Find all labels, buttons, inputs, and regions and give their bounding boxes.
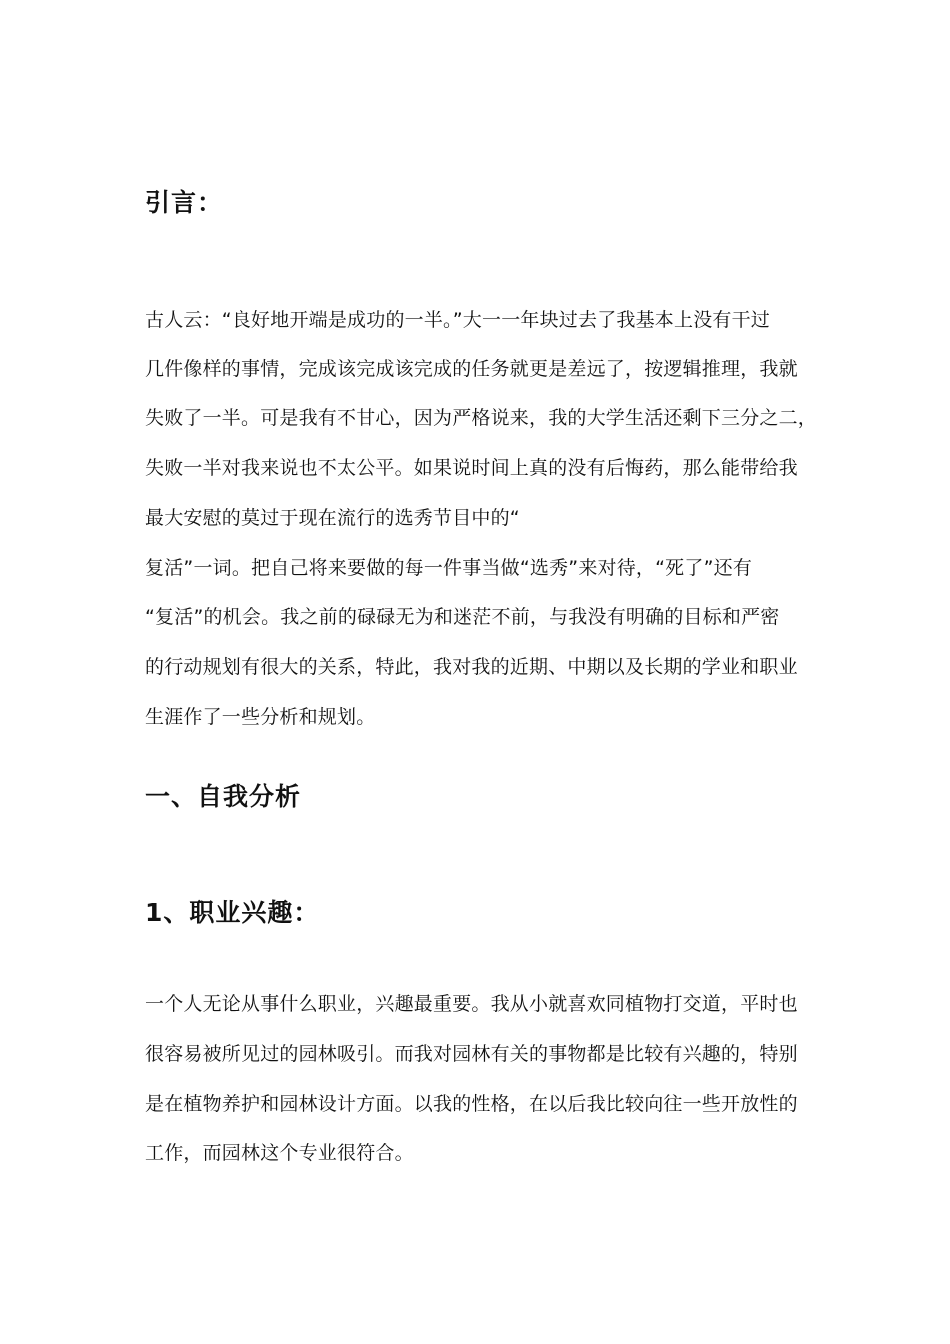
subsection-heading-career-interest: 1、职业兴趣： (145, 898, 320, 927)
section-heading-self-analysis: 一、自我分析 (145, 782, 302, 811)
intro-line: 复活”一词。把自己将来要做的每一件事当做“选秀”来对待，“死了”还有 (145, 557, 753, 579)
intro-line: 几件像样的事情，完成该完成该完成的任务就更是差远了，按逻辑推理，我就 (145, 358, 798, 380)
intro-line: 失败一半对我来说也不太公平。如果说时间上真的没有后悔药，那么能带给我 (145, 457, 798, 479)
intro-line: 最大安慰的莫过于现在流行的选秀节目中的“ (145, 507, 520, 529)
intro-line: 生涯作了一些分析和规划。 (145, 706, 376, 728)
career-interest-line: 很容易被所见过的园林吸引。而我对园林有关的事物都是比较有兴趣的，特别 (145, 1043, 798, 1065)
intro-line: “复活”的机会。我之前的碌碌无为和迷茫不前，与我没有明确的目标和严密 (145, 606, 780, 628)
intro-line: 的行动规划有很大的关系，特此，我对我的近期、中期以及长期的学业和职业 (145, 656, 798, 678)
intro-heading: 引言： (145, 188, 224, 217)
career-interest-line: 一个人无论从事什么职业，兴趣最重要。我从小就喜欢同植物打交道，平时也 (145, 993, 798, 1015)
career-interest-line: 是在植物养护和园林设计方面。以我的性格，在以后我比较向往一些开放性的 (145, 1093, 798, 1115)
intro-line: 失败了一半。可是我有不甘心，因为严格说来，我的大学生活还剩下三分之二， (145, 407, 818, 429)
intro-line: 古人云：“良好地开端是成功的一半。”大一一年块过去了我基本上没有干过 (145, 309, 770, 331)
career-interest-line: 工作，而园林这个专业很符合。 (145, 1142, 414, 1164)
